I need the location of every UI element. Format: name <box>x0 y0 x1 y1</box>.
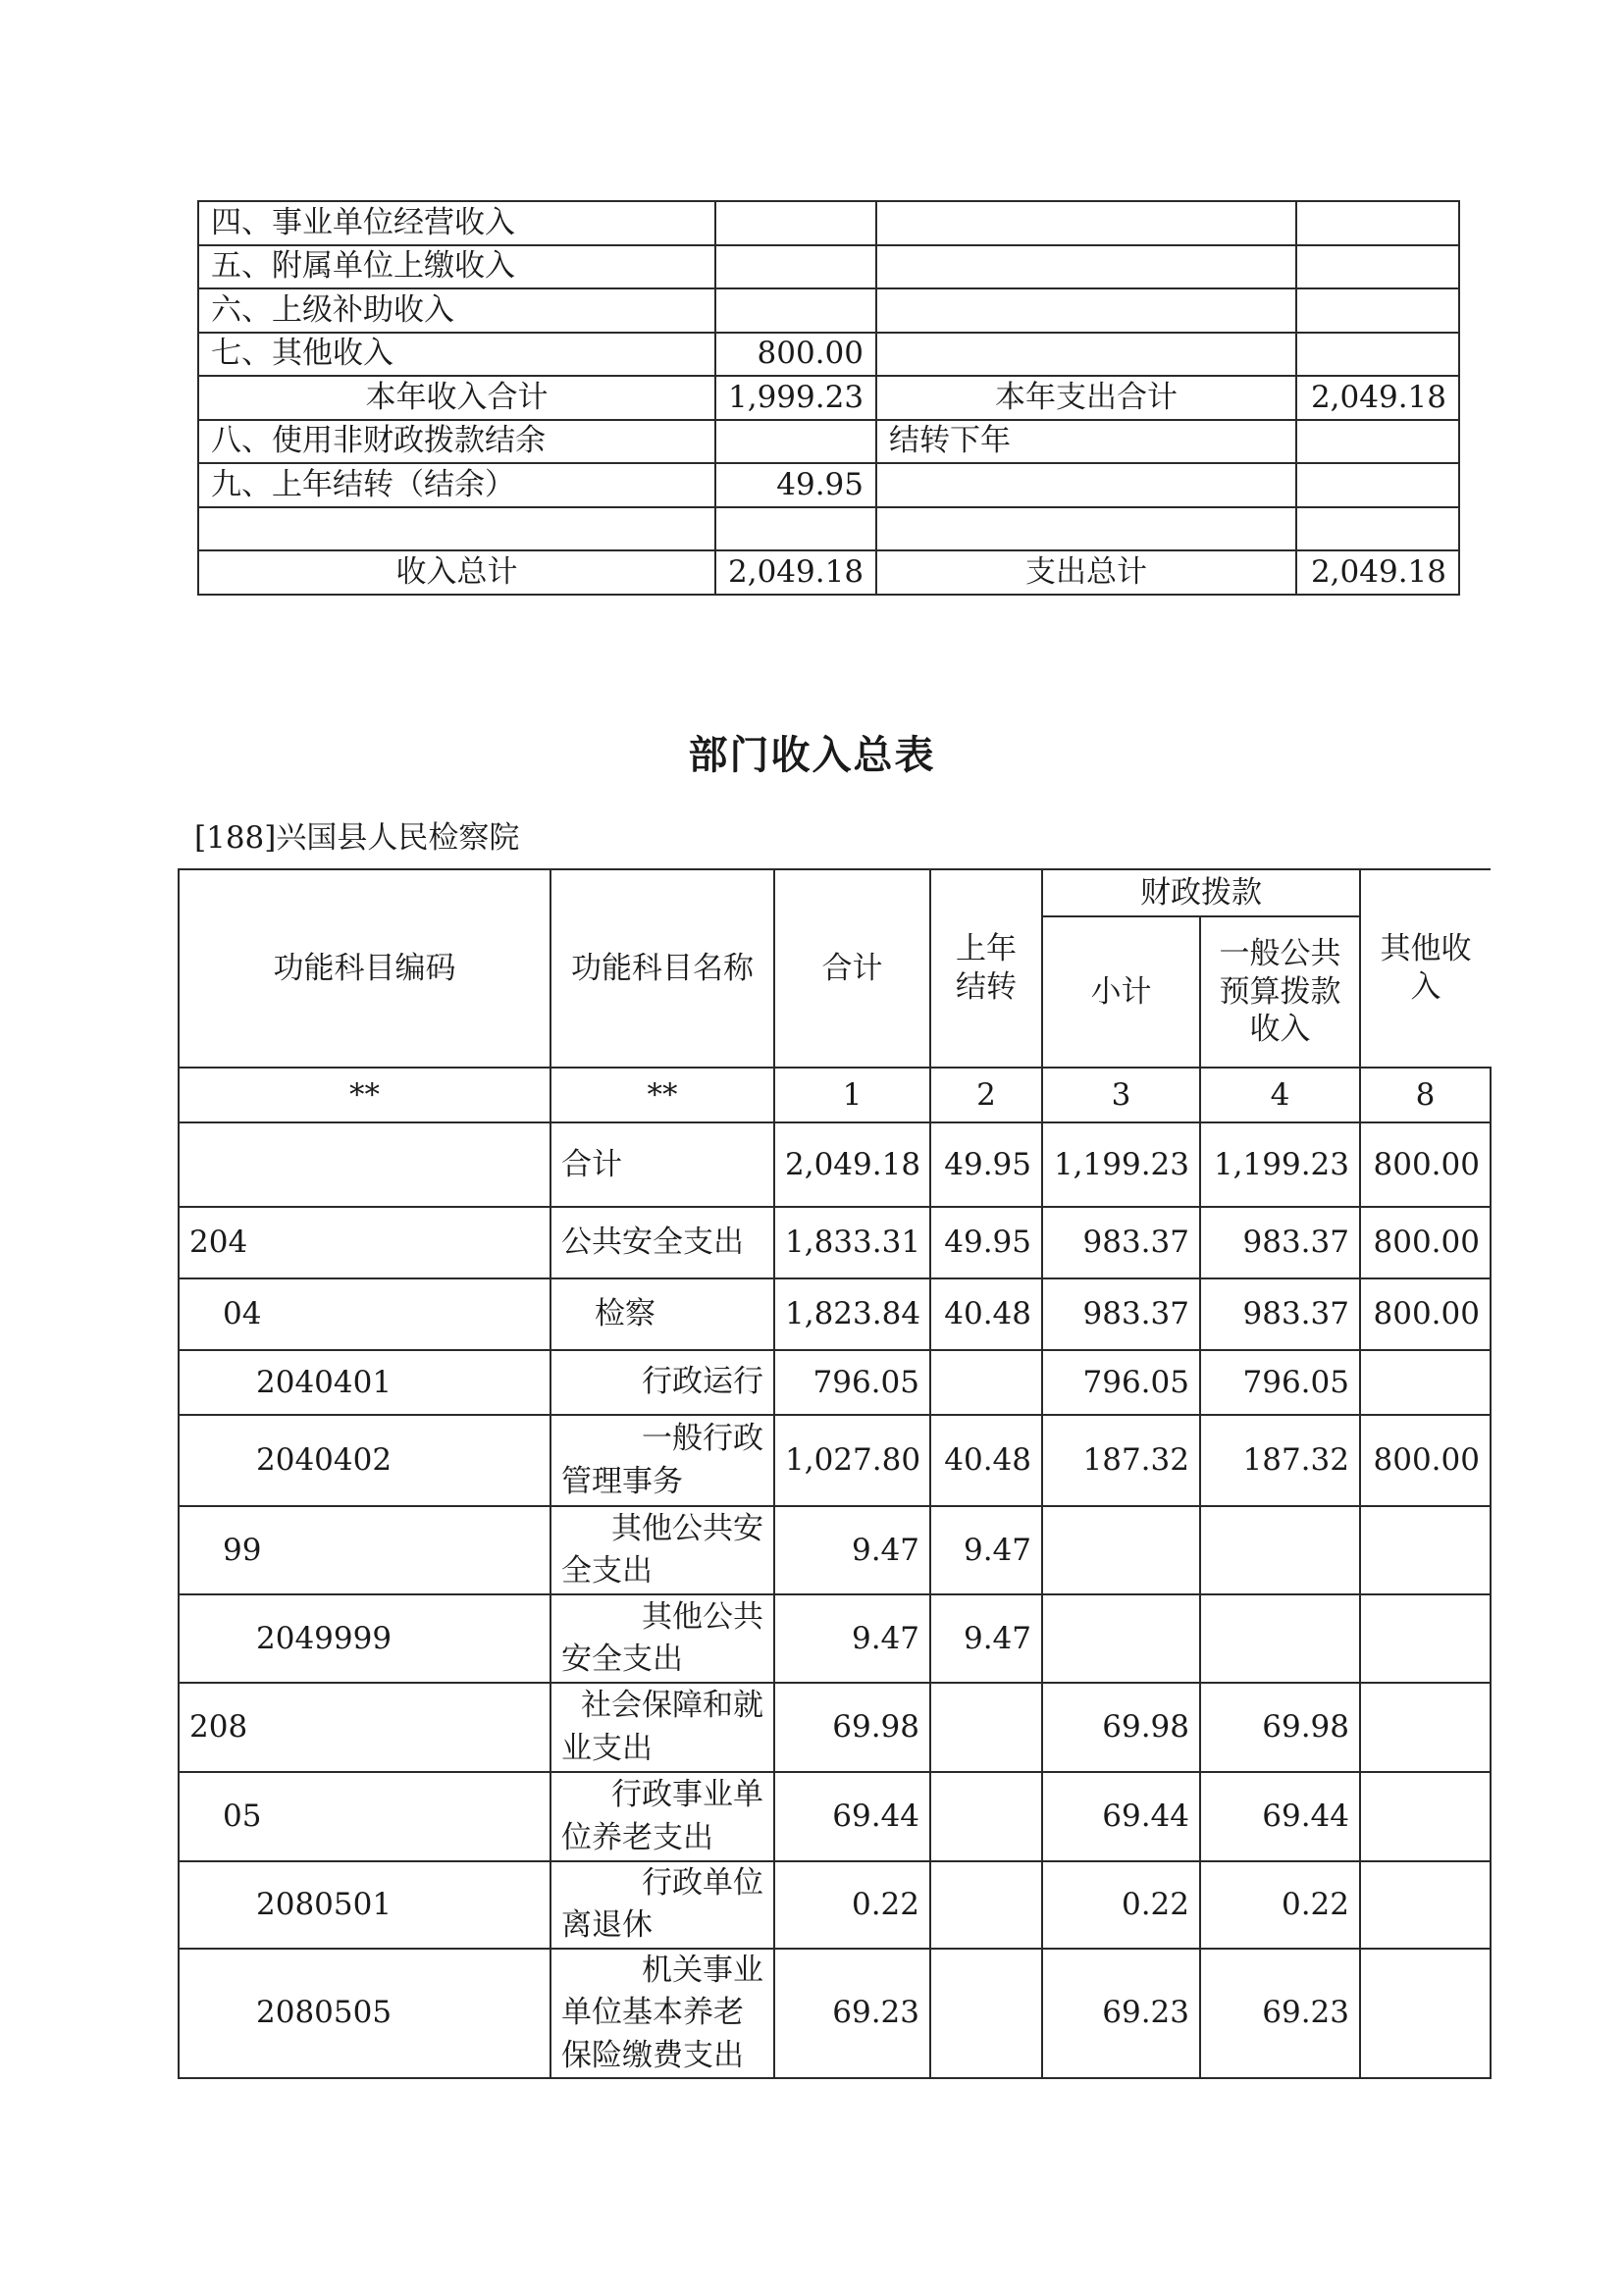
row-name-line: 检察 <box>595 1296 655 1332</box>
row-subtotal <box>1042 1594 1200 1683</box>
header-fiscal: 财政拨款 <box>1042 869 1360 916</box>
index-row <box>179 1068 1491 1122</box>
row-subtotal: 69.44 <box>1042 1772 1200 1861</box>
header-other <box>1360 869 1491 1068</box>
index-cell: 8 <box>1360 1068 1491 1122</box>
row-label: 九、上年结转（结余） <box>198 463 715 507</box>
header-code: 功能科目编码 <box>179 869 550 1068</box>
table-row <box>198 288 1459 333</box>
row-other <box>1360 1772 1491 1861</box>
header-name: 功能科目名称 <box>550 869 774 1068</box>
row-general <box>1200 1594 1360 1683</box>
row-name <box>550 1207 774 1278</box>
index-cell: ** <box>550 1068 774 1122</box>
expense-label: 结转下年 <box>876 420 1296 464</box>
row-total: 2,049.18 <box>774 1122 930 1207</box>
row-other <box>1360 1594 1491 1683</box>
row-subtotal: 0.22 <box>1042 1861 1200 1949</box>
row-name-line: 社会保障和就 <box>581 1688 763 1724</box>
row-code: 204 <box>179 1207 550 1278</box>
row-subtotal: 796.05 <box>1042 1350 1200 1415</box>
row-label: 六、上级补助收入 <box>198 288 715 333</box>
row-value: 800.00 <box>715 333 876 377</box>
header-other-line: 其他收 <box>1380 931 1472 967</box>
row-general: 0.22 <box>1200 1861 1360 1949</box>
table-row <box>179 1415 1491 1506</box>
expense-label <box>876 463 1296 507</box>
row-value <box>715 245 876 289</box>
row-code: 208 <box>179 1683 550 1772</box>
row-name <box>550 1861 774 1949</box>
row-carryover <box>930 1949 1042 2078</box>
row-other: 800.00 <box>1360 1207 1491 1278</box>
row-name <box>550 1506 774 1594</box>
table-row <box>179 1683 1491 1772</box>
row-code: 04 <box>179 1278 550 1350</box>
row-value <box>715 288 876 333</box>
row-total: 69.98 <box>774 1683 930 1772</box>
header-carryover <box>930 869 1042 1068</box>
row-value: 2,049.18 <box>715 550 876 595</box>
expense-label <box>876 201 1296 245</box>
row-label: 本年收入合计 <box>198 376 715 420</box>
table-row <box>198 201 1459 245</box>
row-total: 796.05 <box>774 1350 930 1415</box>
row-name-line: 安全支出 <box>561 1642 683 1677</box>
table-row <box>179 1350 1491 1415</box>
row-other <box>1360 1949 1491 2078</box>
row-code: 2080505 <box>179 1949 550 2078</box>
table-row <box>179 1949 1491 2078</box>
row-label: 收入总计 <box>198 550 715 595</box>
expense-label: 支出总计 <box>876 550 1296 595</box>
row-name <box>550 1278 774 1350</box>
row-carryover: 9.47 <box>930 1594 1042 1683</box>
row-name <box>550 1122 774 1207</box>
row-other <box>1360 1350 1491 1415</box>
row-total: 69.23 <box>774 1949 930 2078</box>
table-row <box>198 245 1459 289</box>
expense-value: 2,049.18 <box>1296 376 1459 420</box>
header-row <box>179 869 1491 916</box>
expense-value <box>1296 463 1459 507</box>
row-other: 800.00 <box>1360 1415 1491 1506</box>
row-name <box>550 1683 774 1772</box>
row-total: 0.22 <box>774 1861 930 1949</box>
row-value: 1,999.23 <box>715 376 876 420</box>
expense-label: 本年支出合计 <box>876 376 1296 420</box>
row-code: 99 <box>179 1506 550 1594</box>
row-code: 05 <box>179 1772 550 1861</box>
row-subtotal: 983.37 <box>1042 1207 1200 1278</box>
row-name-line: 其他公共安 <box>611 1510 763 1546</box>
table-row <box>179 1207 1491 1278</box>
header-general <box>1200 916 1360 1068</box>
row-label: 八、使用非财政拨款结余 <box>198 420 715 464</box>
header-general-line: 一般公共 <box>1219 935 1341 971</box>
row-carryover: 40.48 <box>930 1415 1042 1506</box>
table-row <box>179 1861 1491 1949</box>
row-subtotal: 983.37 <box>1042 1278 1200 1350</box>
header-general-line: 收入 <box>1249 1012 1311 1048</box>
row-name-line: 行政事业单 <box>611 1777 763 1813</box>
income-table <box>178 868 1492 2079</box>
expense-value <box>1296 333 1459 377</box>
row-label <box>198 507 715 551</box>
row-carryover <box>930 1861 1042 1949</box>
expense-value <box>1296 245 1459 289</box>
index-cell: 3 <box>1042 1068 1200 1122</box>
row-name-line: 单位基本养老 <box>561 1995 744 2031</box>
index-cell: 4 <box>1200 1068 1360 1122</box>
row-general: 69.98 <box>1200 1683 1360 1772</box>
row-carryover: 40.48 <box>930 1278 1042 1350</box>
row-subtotal <box>1042 1506 1200 1594</box>
row-name-line: 管理事务 <box>561 1463 683 1499</box>
row-label: 五、附属单位上缴收入 <box>198 245 715 289</box>
expense-label <box>876 245 1296 289</box>
row-code: 2040401 <box>179 1350 550 1415</box>
expense-value <box>1296 507 1459 551</box>
row-carryover <box>930 1772 1042 1861</box>
row-value <box>715 201 876 245</box>
row-carryover <box>930 1683 1042 1772</box>
index-cell: 1 <box>774 1068 930 1122</box>
row-name-line: 位养老支出 <box>561 1819 713 1855</box>
row-name-line: 行政单位 <box>642 1865 763 1901</box>
table-row <box>198 463 1459 507</box>
summary-table <box>197 200 1460 596</box>
row-code: 2049999 <box>179 1594 550 1683</box>
row-other <box>1360 1683 1491 1772</box>
row-label: 四、事业单位经营收入 <box>198 201 715 245</box>
row-general: 983.37 <box>1200 1278 1360 1350</box>
row-general: 69.44 <box>1200 1772 1360 1861</box>
row-other: 800.00 <box>1360 1122 1491 1207</box>
expense-label <box>876 288 1296 333</box>
row-value: 49.95 <box>715 463 876 507</box>
row-general: 187.32 <box>1200 1415 1360 1506</box>
row-name <box>550 1949 774 2078</box>
table-row <box>198 550 1459 595</box>
organization-label: [188]兴国县人民检察院 <box>194 820 520 856</box>
header-other-line: 入 <box>1410 969 1441 1005</box>
row-name-line: 离退休 <box>561 1907 653 1944</box>
index-cell: 2 <box>930 1068 1042 1122</box>
row-name-line: 一般行政 <box>642 1421 763 1457</box>
header-total: 合计 <box>774 869 930 1068</box>
table-row <box>179 1594 1491 1683</box>
table-row <box>198 333 1459 377</box>
row-carryover: 49.95 <box>930 1122 1042 1207</box>
row-carryover <box>930 1350 1042 1415</box>
expense-value: 2,049.18 <box>1296 550 1459 595</box>
row-name <box>550 1772 774 1861</box>
row-subtotal: 69.23 <box>1042 1949 1200 2078</box>
table-row <box>198 376 1459 420</box>
index-cell: ** <box>179 1068 550 1122</box>
table-row <box>179 1506 1491 1594</box>
row-general: 1,199.23 <box>1200 1122 1360 1207</box>
row-total: 9.47 <box>774 1594 930 1683</box>
row-name-line: 保险缴费支出 <box>561 2037 744 2073</box>
table-row <box>198 420 1459 464</box>
row-subtotal: 1,199.23 <box>1042 1122 1200 1207</box>
table-row <box>179 1122 1491 1207</box>
row-name-line: 业支出 <box>561 1730 653 1766</box>
row-total: 1,823.84 <box>774 1278 930 1350</box>
row-value <box>715 507 876 551</box>
row-general: 69.23 <box>1200 1949 1360 2078</box>
row-name <box>550 1594 774 1683</box>
row-name-line: 全支出 <box>561 1553 653 1589</box>
row-total: 9.47 <box>774 1506 930 1594</box>
page-title: 部门收入总表 <box>688 733 936 778</box>
row-general <box>1200 1506 1360 1594</box>
header-carryover-line: 结转 <box>956 969 1017 1005</box>
row-code: 2080501 <box>179 1861 550 1949</box>
table-row <box>179 1772 1491 1861</box>
row-carryover: 9.47 <box>930 1506 1042 1594</box>
row-code <box>179 1122 550 1207</box>
row-subtotal: 69.98 <box>1042 1683 1200 1772</box>
row-value <box>715 420 876 464</box>
row-other <box>1360 1506 1491 1594</box>
row-name-line: 机关事业 <box>642 1952 763 1988</box>
row-name-line: 公共安全支出 <box>561 1225 744 1261</box>
row-label: 七、其他收入 <box>198 333 715 377</box>
expense-value <box>1296 288 1459 333</box>
row-name-line: 其他公共 <box>642 1598 763 1635</box>
row-name-line: 合计 <box>561 1146 622 1182</box>
table-row <box>179 1278 1491 1350</box>
header-subtotal: 小计 <box>1042 916 1200 1068</box>
row-code: 2040402 <box>179 1415 550 1506</box>
row-total: 1,833.31 <box>774 1207 930 1278</box>
row-name-line: 行政运行 <box>642 1364 763 1400</box>
header-general-line: 预算拨款 <box>1219 973 1341 1010</box>
expense-label <box>876 507 1296 551</box>
expense-label <box>876 333 1296 377</box>
expense-value <box>1296 420 1459 464</box>
row-name <box>550 1415 774 1506</box>
row-name <box>550 1350 774 1415</box>
row-subtotal: 187.32 <box>1042 1415 1200 1506</box>
expense-value <box>1296 201 1459 245</box>
row-carryover: 49.95 <box>930 1207 1042 1278</box>
header-carryover-line: 上年 <box>956 931 1017 967</box>
row-total: 69.44 <box>774 1772 930 1861</box>
table-row <box>198 507 1459 551</box>
row-other: 800.00 <box>1360 1278 1491 1350</box>
row-other <box>1360 1861 1491 1949</box>
row-general: 983.37 <box>1200 1207 1360 1278</box>
row-total: 1,027.80 <box>774 1415 930 1506</box>
row-general: 796.05 <box>1200 1350 1360 1415</box>
